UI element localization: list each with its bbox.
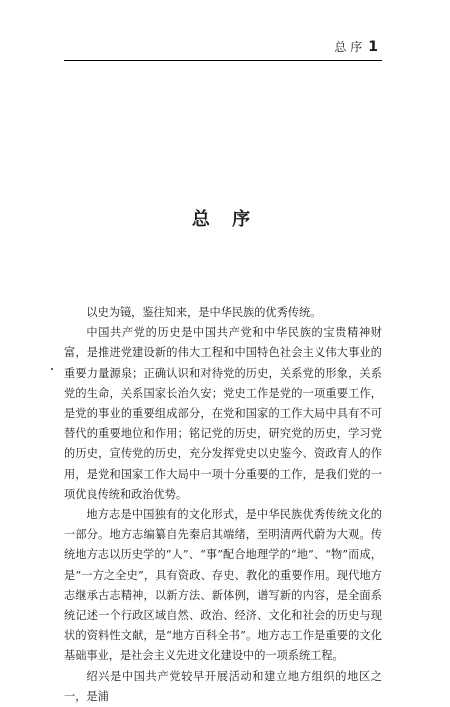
header-section-title: 总 序 [334,40,363,54]
page-title: 总 序 [191,209,259,230]
paragraph-2: 中国共产党的历史是中国共产党和中华民族的宝贵精神财富，是推进党建设新的伟大工程和中国特色社会主义伟大事业的重要力量源泉；正确认识和对待党的历史，关系党的形象，关系党的生命，关系国家长治久安；党史工作是党的一项重要工作，是党的事业的重要组成部分，在党和国家的工作大局中具有不可替代的重要地位和作用；铭记党的历史，研究党的历史，学习党的历史，宣传党的历史，充分发挥党史以史鉴今、资政育人的作用，是党和国家工作大局中一项十分重要的工作，是我们党的一项优良传统和政治优势。 [64,326,382,501]
margin-mark [51,368,53,370]
paragraph-4: 绍兴是中国共产党较早开展活动和建立地方组织的地区之一，是浦 [64,669,382,703]
page-number: 1 [368,39,378,55]
paragraph-3: 地方志是中国独有的文化形式，是中华民族优秀传统文化的一部分。地方志编纂自先秦启其端绪，至明清两代蔚为大观。传统地方志以历史学的“人”、“事”配合地理学的“地”、“物”而成，是“一方之全史”，具有资政、存史、教化的重要作用。现代地方志继承古志精神，以新方法、新体例，谱写新的内容，是全面系统记述一个行政区域自然、政治、经济、文化和社会的历史与现状的资料性文献，是“地方百科全书”。地方志工作是重要的文化基础事业，是社会主义先进文化建设中的一项系统工程。 [64,508,382,663]
header-divider [64,60,382,61]
paragraph-1: 以史为镜，鉴往知来，是中华民族的优秀传统。 [86,306,322,319]
running-header [334,38,378,55]
body-text [64,303,382,707]
